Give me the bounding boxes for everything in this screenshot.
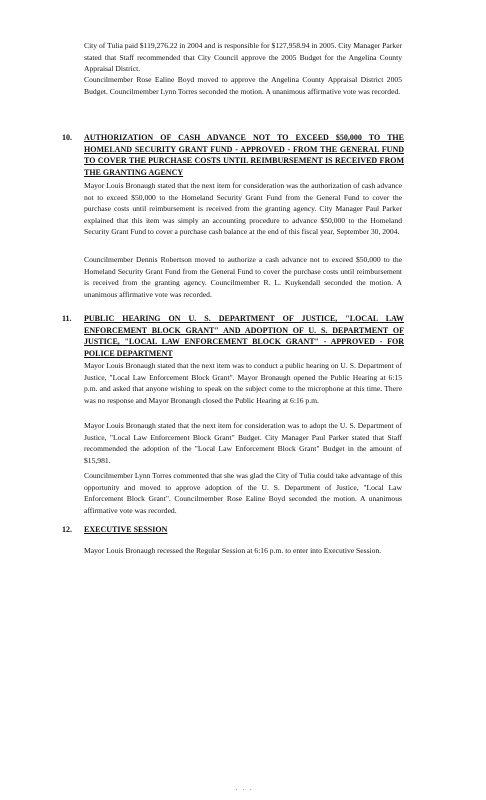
item-12-heading: EXECUTIVE SESSION — [84, 525, 168, 534]
item-10-paragraph-1: Mayor Louis Bronaugh stated that the next item for consideration was the authorization of cash advance not to exceed $50,000 to the Homeland Security Grant Fund from the General Fund to cover the purchase costs until reimbursement is received from the granting agency. City Manager Paul Parker explained that this item was simply an accounting procedure to advance $50,000 to the Homeland Security Grant Fund to cover a purchase cash balance at the end of this fiscal year, September 30, 2004. — [84, 181, 402, 237]
item-11-number: 11. — [62, 314, 72, 323]
item-11-paragraph-3: Councilmember Lynn Torres commented that she was glad the City of Tulia could take advantage of this opportunity and moved to approve adoption of the U. S. Department of Justice, "Local Law Enforcement Block Grant". Councilmember Rose Ealine Boyd seconded the motion. A unanimous affirmative vote was recorded. — [84, 471, 402, 515]
intro-paragraph: City of Tulia paid $119,276.22 in 2004 and is responsible for $127,958.94 in 2005. City Manager Parker stated that Staff recommended that City Council approve the 2005 Budget for the Angelina County Appraisal District. — [84, 41, 402, 74]
item-11-heading: PUBLIC HEARING ON U. S. DEPARTMENT OF JUSTICE, "LOCAL LAW ENFORCEMENT BLOCK GRANT" AND ADOPTION OF U. S. DEPARTMENT OF JUSTICE, "LOCAL LAW ENFORCEMENT BLOCK GRANT" - APPROVED - FOR POLICE DEPARTMENT — [84, 314, 404, 358]
item-11-paragraph-1: Mayor Louis Bronaugh stated that the next item was to conduct a public hearing on U. S. Department of Justice, "Local Law Enforcement Block Grant". Mayor Bronaugh opened the Public Hearing at 6:15 p.m. and asked that anyone wishing to speak on the subject come to the microphone at this time. There was no response and Mayor Bronaugh closed the Public Hearing at 6:16 p.m. — [84, 361, 402, 405]
intro-motion-paragraph: Councilmember Rose Ealine Boyd moved to approve the Angelina County Appraisal District 2005 Budget. Councilmember Lynn Torres seconded the motion. A unanimous affirmative vote was recorded. — [84, 75, 402, 96]
item-10-paragraph-2: Councilmember Dennis Robertson moved to authorize a cash advance not to exceed $50,000 to the Homeland Security Grant Fund from the General Fund to cover the purchase costs until reimbursement is received from the granting agency. Councilmember R. L. Kuykendall seconded the motion. A unanimous affirmative vote was recorded. — [84, 255, 402, 299]
item-10-number: 10. — [62, 133, 72, 142]
item-12-paragraph-1: Mayor Louis Bronaugh recessed the Regular Session at 6:16 p.m. to enter into Executive Session. — [84, 546, 382, 555]
item-10-heading: AUTHORIZATION OF CASH ADVANCE NOT TO EXCEED $50,000 TO THE HOMELAND SECURITY GRANT FUND - APPROVED - FROM THE GENERAL FUND TO COVER THE PURCHASE COSTS UNTIL REIMBURSEMENT IS RECEIVED FROM THE GRANTING AGENCY — [84, 133, 404, 177]
item-11-paragraph-2: Mayor Louis Bronaugh stated that the next item for consideration was to adopt the U. S. Department of Justice, "Local Law Enforcement Block Grant" Budget. City Manager Paul Parker stated that Staff recommended the adoption of the "Local Law Enforcement Block Grant" Budget in the amount of $15,981. — [84, 421, 402, 465]
page-footer-mark: . . . — [236, 786, 254, 792]
item-12-number: 12. — [62, 525, 72, 534]
